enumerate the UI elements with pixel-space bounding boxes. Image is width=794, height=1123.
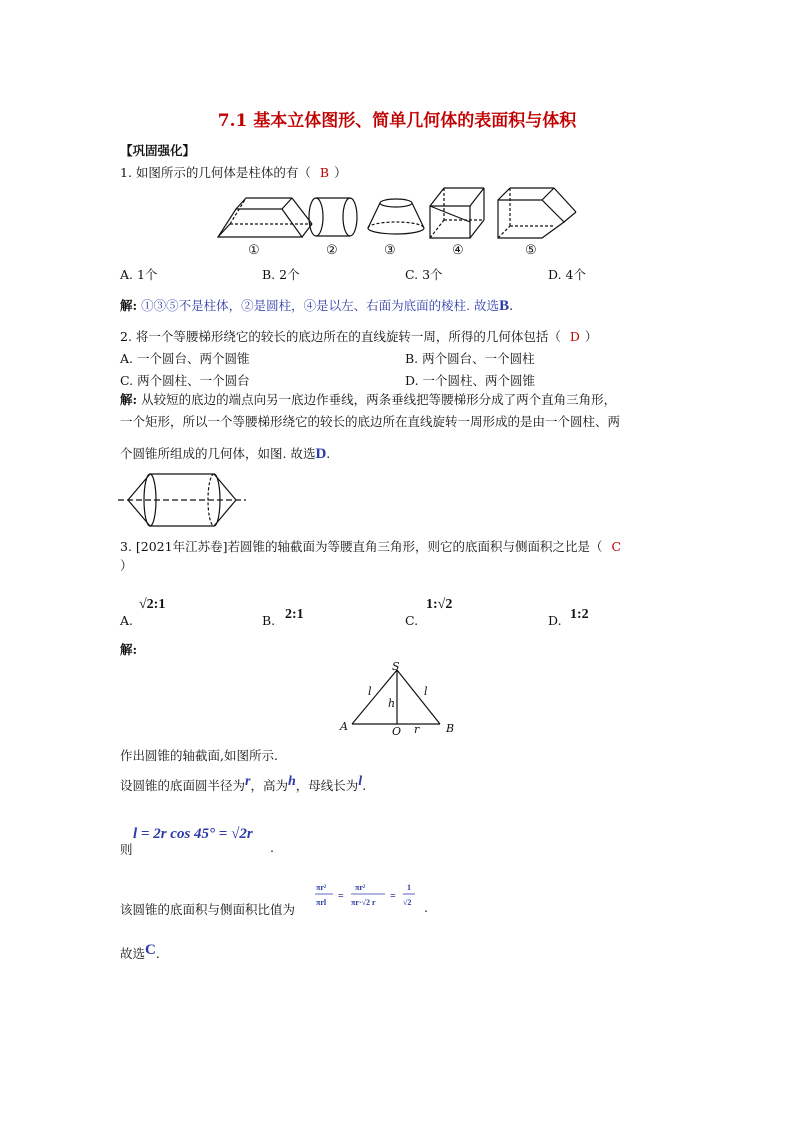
q3-line4-text: 该圆锥的底面积与侧面积比值为: [120, 902, 296, 917]
svg-text:√2: √2: [403, 898, 412, 907]
q2-sol-line1-text: 从较短的底边的端点向另一底边作垂线，两条垂线把等腰梯形分成了两个直角三角形，: [141, 392, 617, 407]
q3-option-d-value: 1:2: [570, 607, 589, 622]
q2-answer: D: [569, 329, 580, 344]
q3-line5: [120, 944, 160, 963]
q3-option-c-value: 1:√2: [426, 597, 453, 612]
q3-ratio-formula: [313, 879, 425, 915]
q1-option-d: D. 4个: [548, 267, 586, 282]
svg-text:1: 1: [407, 883, 411, 892]
page-title: 7.1 基本立体图形、简单几何体的表面积与体积: [217, 111, 577, 131]
q2-stem-text: 2. 将一个等腰梯形绕它的较长的底边所在的直线旋转一周，所得的几何体包括（: [120, 329, 561, 344]
q2-stem: [120, 327, 597, 345]
svg-text:=: =: [390, 891, 396, 902]
svg-text:πrl: πrl: [316, 898, 327, 907]
label-l-left: l: [368, 685, 372, 698]
label-l-right: l: [424, 685, 428, 698]
q2-option-d: D. 一个圆柱、两个圆锥: [405, 373, 536, 388]
q3-line2-r: r: [245, 774, 251, 789]
q3-line5-answer: C: [145, 942, 156, 958]
fig-label-4: ④: [452, 243, 464, 258]
q3-line2-text-d: .: [362, 778, 367, 793]
label-h: h: [388, 697, 396, 710]
q3-line3-prefix: 则: [120, 842, 133, 857]
q2-sol-end: .: [326, 446, 331, 461]
svg-text:=: =: [338, 891, 344, 902]
q3-sol-line1: 作出圆锥的轴截面,如图所示.: [120, 748, 278, 763]
q3-line3-end: .: [270, 840, 274, 855]
label-r: r: [414, 723, 420, 736]
q1-solution: [120, 296, 513, 315]
q1-stem: [120, 163, 347, 181]
q2-option-b: B. 两个圆台、一个圆柱: [405, 351, 535, 366]
q3-line3-formula: l = 2r cos 45° = √2r: [133, 826, 253, 842]
svg-text:πr²: πr²: [355, 883, 366, 892]
q3-sol-line2: [120, 776, 366, 795]
q1-close: ）: [334, 165, 347, 180]
q1-sol-prefix: 解:: [120, 298, 138, 313]
q3-line2-text-b: ，高为: [250, 778, 288, 793]
q3-option-b-value: 2:1: [285, 607, 304, 622]
q1-option-a: A. 1个: [120, 267, 158, 282]
q3-line4-end: .: [424, 900, 428, 915]
q2-sol-line1: [120, 390, 616, 408]
q1-stem-text: 1. 如图所示的几何体是柱体的有（: [120, 165, 311, 180]
q2-sol-line3-text: 个圆锥所组成的几何体，如图. 故选: [120, 446, 316, 461]
fig-label-2: ②: [326, 243, 338, 258]
q3-close: ）: [120, 558, 133, 573]
q3-option-a-letter: A.: [120, 613, 134, 628]
q2-sol-prefix: 解:: [120, 392, 138, 407]
q2-sol-answer: D: [315, 446, 327, 462]
q3-option-d-letter: D.: [548, 613, 562, 628]
q3-option-a-value: √2:1: [139, 597, 166, 612]
label-B: B: [446, 722, 455, 735]
fig-label-5: ⑤: [525, 243, 537, 258]
solid-3-frustum: [368, 199, 424, 234]
q3-option-c-letter: C.: [405, 613, 419, 628]
q3-line5-text: 故选: [120, 946, 146, 961]
q3-line2-l: l: [358, 774, 363, 789]
q3-line2-text-a: 设圆锥的底面圆半径为: [120, 778, 246, 793]
q2-sol-line3: [120, 444, 330, 463]
section-heading: 【巩固强化】: [120, 143, 196, 158]
svg-text:πr·√2 r: πr·√2 r: [351, 898, 376, 907]
q1-option-b: B. 2个: [262, 267, 300, 282]
q3-sol-prefix: 解:: [120, 642, 138, 657]
q3-line2-h: h: [287, 774, 296, 789]
label-A: A: [340, 720, 348, 733]
q2-close: ）: [584, 329, 598, 344]
q1-sol-end: .: [509, 298, 514, 313]
q3-line5-end: .: [155, 946, 160, 961]
q3-stem: [120, 537, 626, 555]
q3-stem-text: 3. [2021年江苏卷]若圆锥的轴截面为等腰直角三角形，则它的底面积与侧面积之比是（: [120, 539, 603, 554]
solid-2-cylinder: [309, 198, 357, 236]
q3-line2-text-c: ，母线长为: [295, 778, 359, 793]
q3-answer: C: [611, 539, 622, 554]
label-O: O: [392, 725, 402, 738]
q1-sol-text: ①③⑤不是柱体，②是圆柱，④是以左、右面为底面的棱柱. 故选: [141, 298, 500, 313]
solid-5-prism: [498, 188, 576, 238]
q2-figure: [118, 468, 248, 532]
q2-sol-line2: 一个矩形，所以一个等腰梯形绕它的较长的底边所在直线旋转一周形成的是由一个圆柱、两: [120, 414, 621, 429]
q1-sol-answer: B: [499, 298, 510, 314]
q2-option-a: A. 一个圆台、两个圆锥: [120, 351, 250, 366]
q3-option-b-letter: B.: [262, 613, 276, 628]
q2-option-c: C. 两个圆柱、一个圆台: [120, 373, 250, 388]
solid-4-prism: [430, 188, 484, 238]
fig-label-1: ①: [248, 243, 260, 258]
svg-text:πr²: πr²: [316, 883, 327, 892]
q1-figure: [212, 184, 584, 244]
fig-label-3: ③: [384, 243, 396, 258]
label-S: S: [392, 660, 400, 673]
q1-answer: B: [319, 165, 330, 180]
q1-option-c: C. 3个: [405, 267, 443, 282]
solid-1-prism: [218, 198, 312, 237]
